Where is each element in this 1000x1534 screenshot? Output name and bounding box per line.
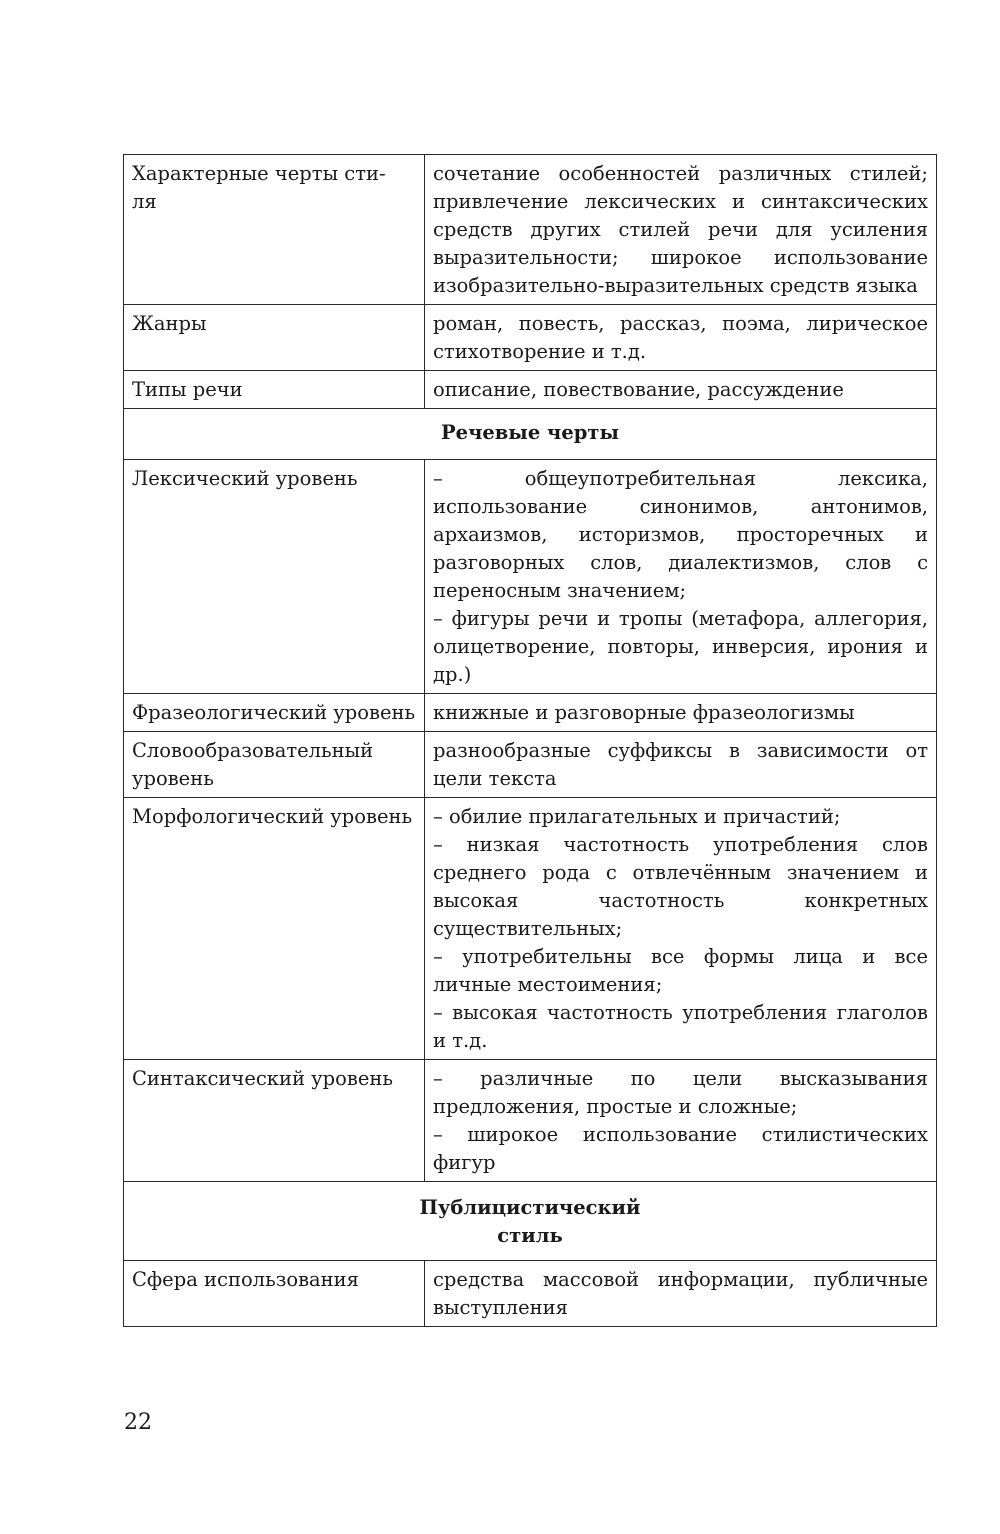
table-row xyxy=(124,460,937,694)
table-row xyxy=(124,371,937,409)
row-label: Словообразовательный уровень xyxy=(124,732,425,798)
section-heading-line: стиль xyxy=(497,1224,563,1247)
row-value-line: – различные по цели высказывания предложения, простые и сложные; xyxy=(433,1067,928,1118)
row-value xyxy=(425,1060,937,1182)
row-label: Лексический уровень xyxy=(124,460,425,694)
table-row xyxy=(124,155,937,305)
table-row xyxy=(124,694,937,732)
row-value xyxy=(425,694,937,732)
row-value: роман, повесть, рассказ, поэма, лирическое стихотворение и т.д. xyxy=(425,305,937,371)
row-value-line: – обилие прилагательных и причастий; xyxy=(433,805,841,828)
row-value: описание, повествование, рассуждение xyxy=(425,371,937,409)
row-value-line: разнообразные суффиксы в зависимости от цели текста xyxy=(433,739,928,790)
row-label: Синтаксический уровень xyxy=(124,1060,425,1182)
section-row xyxy=(124,409,937,460)
row-label: Жанры xyxy=(124,305,425,371)
row-label: Типы речи xyxy=(124,371,425,409)
section-heading-speech: Речевые черты xyxy=(124,409,937,460)
section-heading-line: Публицистический xyxy=(419,1196,641,1219)
row-value-line: – употребительны все формы лица и все личные местоимения; xyxy=(433,945,928,996)
table-row xyxy=(124,305,937,371)
row-label xyxy=(124,155,425,305)
row-value-line: – высокая частотность употребления глаголов и т.д. xyxy=(433,1001,928,1052)
row-label: Сфера использования xyxy=(124,1261,425,1327)
row-value xyxy=(425,798,937,1060)
row-value-line: книжные и разговорные фразеологизмы xyxy=(433,701,855,724)
table-row xyxy=(124,1060,937,1182)
row-value-line: – широкое использование стилистических фигур xyxy=(433,1123,928,1174)
table-row xyxy=(124,732,937,798)
row-value-line: – низкая частотность употребления слов среднего рода с отвлечённым значением и высокая частотность конкретных существительных; xyxy=(433,833,928,940)
row-label: Морфологический уровень xyxy=(124,798,425,1060)
row-label-line: ля xyxy=(132,190,157,213)
table-row xyxy=(124,798,937,1060)
row-label-line: Характерные черты сти- xyxy=(132,162,386,185)
section-row xyxy=(124,1182,937,1261)
row-value: средства массовой информации, публичные выступления xyxy=(425,1261,937,1327)
row-value-line: – общеупотребительная лексика, использование синонимов, антонимов, архаизмов, историзмов, просторечных и разговорных слов, диалектизмов, слов с переносным значением; xyxy=(433,467,928,602)
row-value xyxy=(425,732,937,798)
section-heading-publicistic xyxy=(124,1182,937,1261)
table-row xyxy=(124,1261,937,1327)
row-value xyxy=(425,460,937,694)
row-value: сочетание особенностей различных стилей; привлечение лексических и синтаксических средств других стилей речи для усиления выразительности; широкое использование изобразительно-выразительных средств языка xyxy=(425,155,937,305)
style-table xyxy=(123,154,937,1327)
row-label: Фразеологический уровень xyxy=(124,694,425,732)
row-value-line: – фигуры речи и тропы (метафора, аллегория, олицетворение, повторы, инверсия, ирония и др.) xyxy=(433,607,928,686)
page-number: 22 xyxy=(124,1410,152,1435)
